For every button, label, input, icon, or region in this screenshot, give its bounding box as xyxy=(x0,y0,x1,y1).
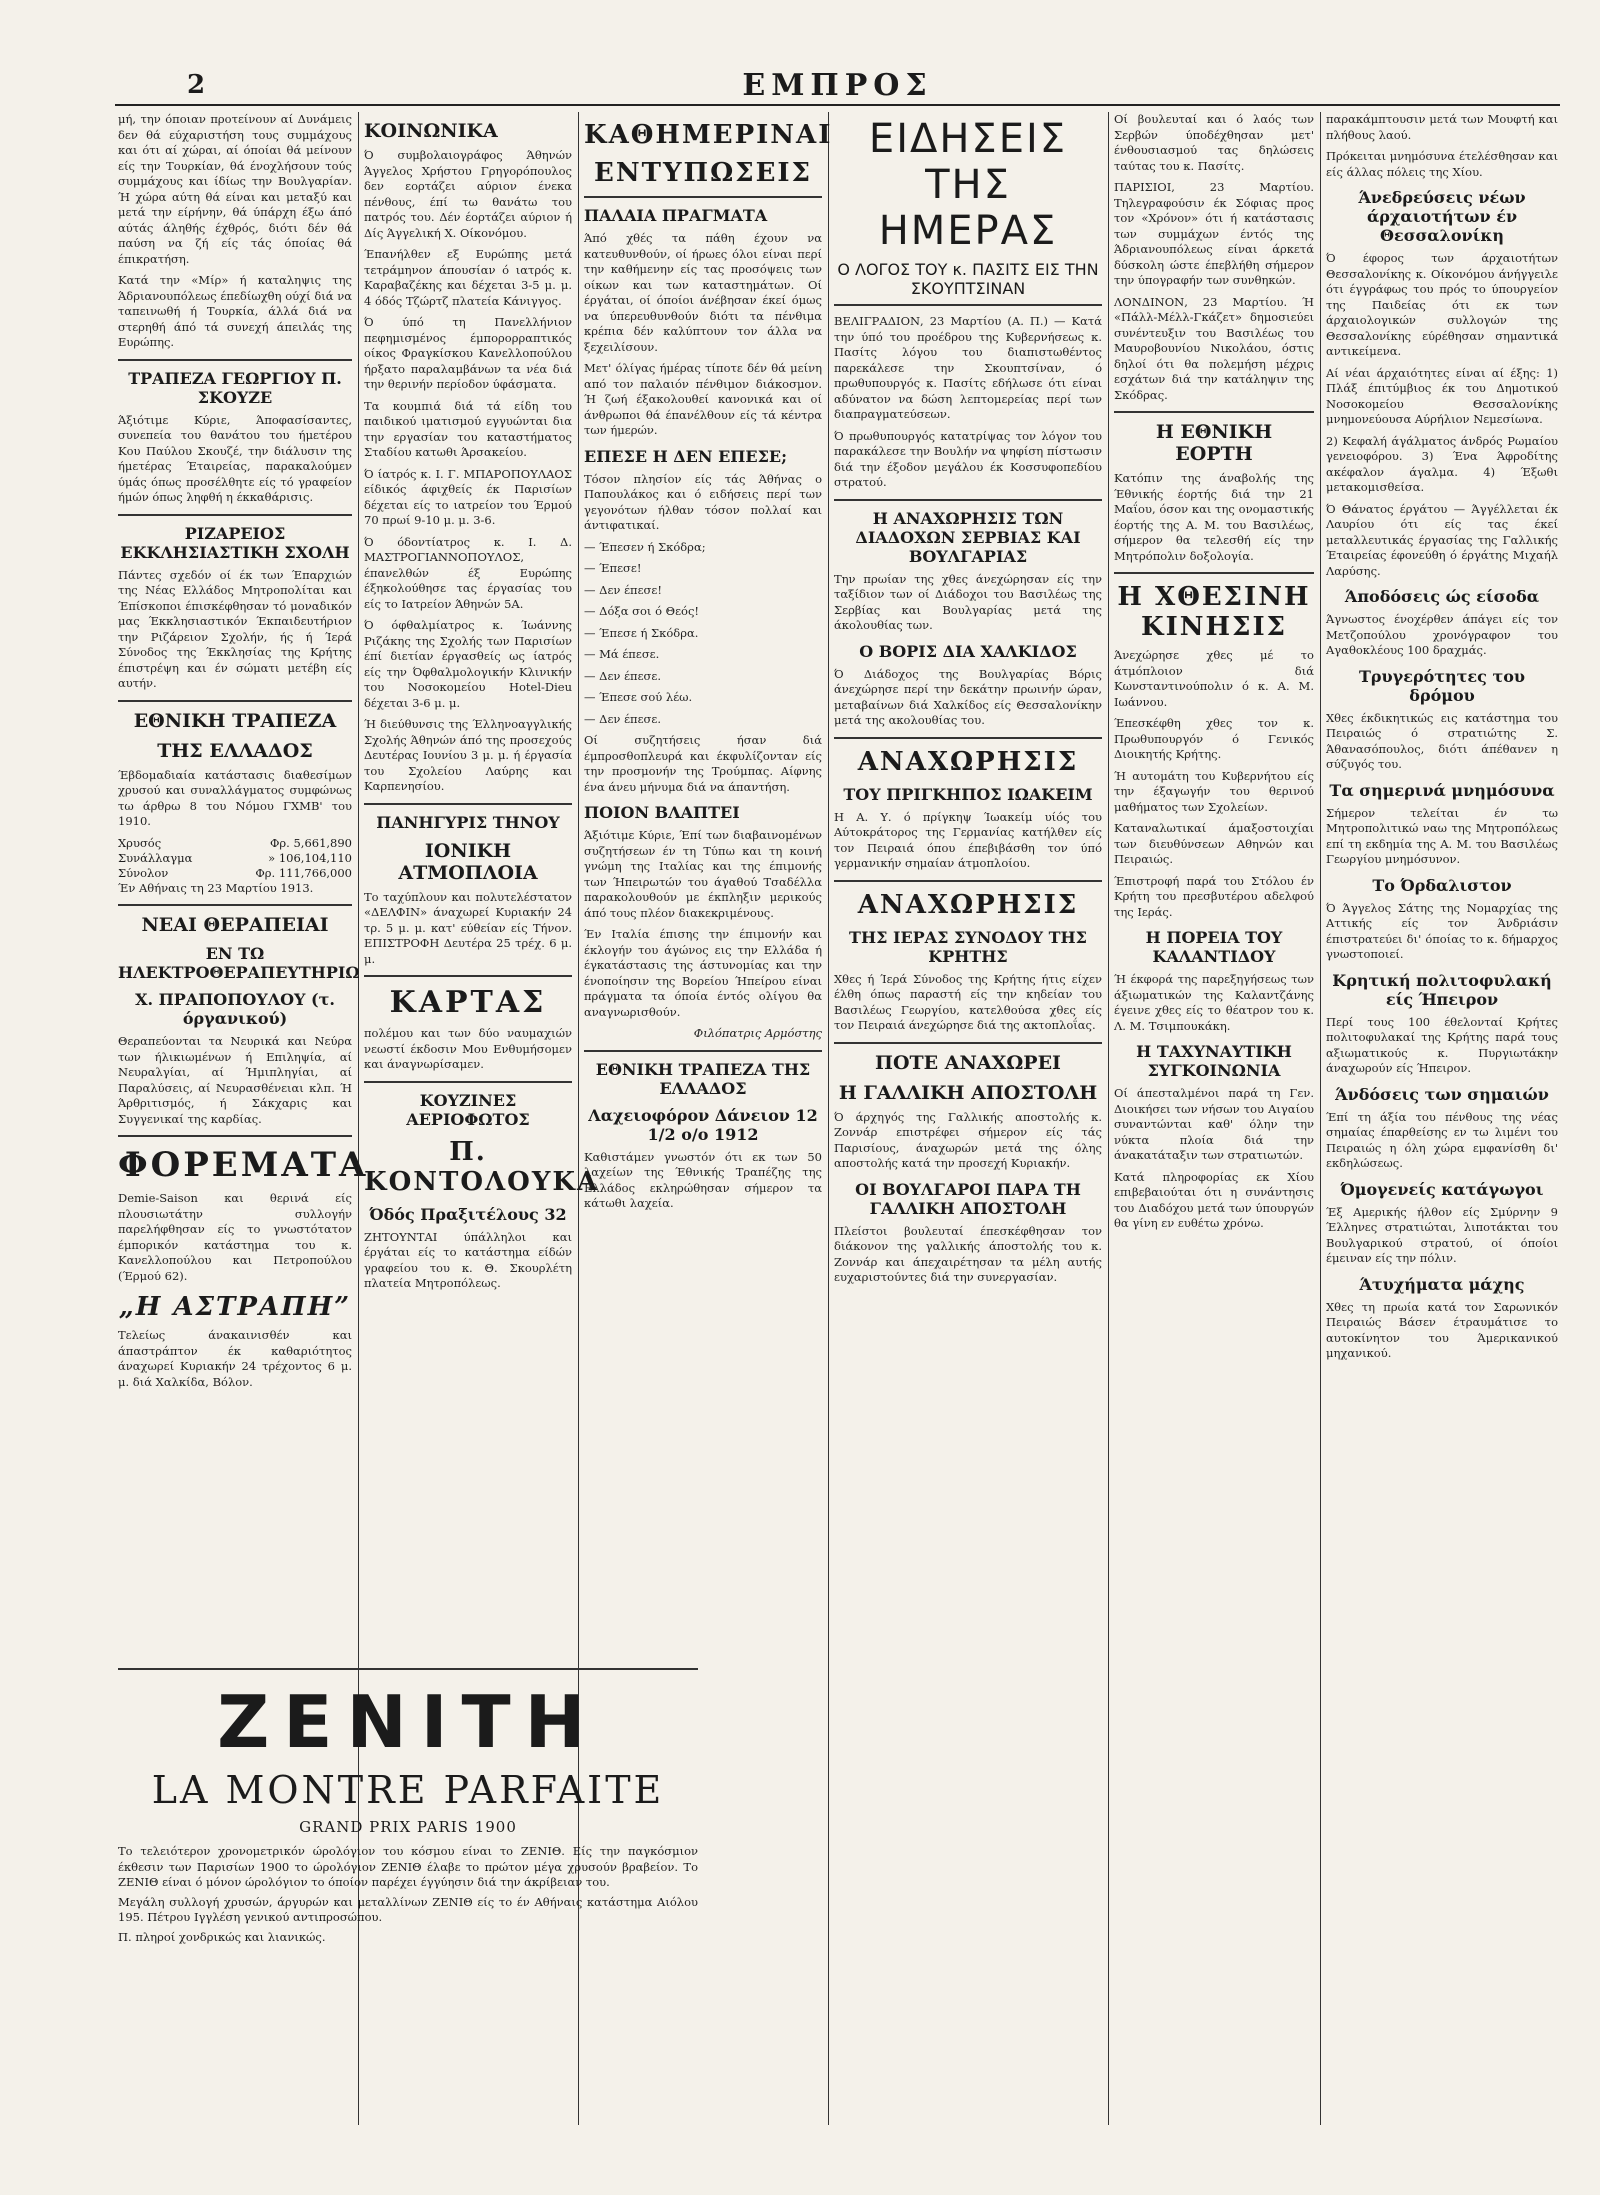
headline-ethniki: ΕΘΝΙΚΗ ΤΡΑΠΕΖΑ xyxy=(133,709,337,732)
news-item: Άνεχώρησε χθες μέ το άτμόπλοιον διά Κωνσταντινούπολιν ό κ. Α. Μ. Ιωάννου. xyxy=(1114,648,1314,709)
headline-tinou: ΠΑΝΗΓΥΡΙΣ ΤΗΝΟΥ xyxy=(376,812,560,832)
article-text: Άπό χθές τα πάθη έχουν να κατευθυνθούν, οί ήρωες όλοι είναι περί την καθήμενην είς τας προσόψεις των οίκων και των καταστημάτων. Οί έργάται, οί όποίοι άνέβησαν έκεί όμως να ύπερευθυνθούν διότι τα πένθιμα κρέπια δέν καλύπτουν τον άλλα να ξεχειλίσουν. xyxy=(584,231,822,354)
article-text: Ό όδοντίατρος κ. Ι. Δ. ΜΑΣΤΡΟΓΙΑΝΝΟΠΟΥΛΟΣ, έπανελθών έξ Ευρώπης έξηκολούθησε τας έργασίας του είς το Ιατρείον Άθηνών 5Α. xyxy=(364,534,572,611)
headline-ethniki-sub: ΤΗΣ ΕΛΛΑΔΟΣ xyxy=(157,739,313,762)
divider xyxy=(118,359,352,361)
signoff: Φιλόπατρις Αρμόστης xyxy=(693,1026,822,1040)
fin-row: Χρυσός Φρ. 5,661,890 xyxy=(118,835,352,850)
news-item: Έπιστροφή παρά του Στόλου έν Κρήτη του πρεσβυτέρου αδελφού της Ιεράς. xyxy=(1114,873,1314,919)
article-text: Ό όφθαλμίατρος κ. Ίωάννης Ριζάκης της Σχολής των Παρισίων έπί διετίαν έργασθείς ως ίατρός είς την Όφθαλμολογικήν Κλινικήν του Νοσοκομείου Hotel-Dieu δέχεται 3-6 μ. μ. xyxy=(364,618,572,710)
page-number: 2 xyxy=(187,70,206,100)
column-rule xyxy=(1320,112,1321,2125)
headline-astrapi: „Η ΑΣΤΡΑΠΗ” xyxy=(118,1292,352,1322)
article-text: Περί τους 100 έθελονταί Κρήτες πολιτοφυλακαί της Κρήτης παρά τους αξιωματικούς κ. Πυργιωτάκην άναχωρούν είς Ήπειρον. xyxy=(1326,1014,1558,1075)
article-text: Μετ' όλίγας ήμέρας τίποτε δέν θά μείνη από τον παλαιόν πένθιμον διάκοσμον. Ή ζωή έξακολουθεί κανονικά και οί άνθρωποι θά έπανέλθουν είς τά κέντρα των ήμερών. xyxy=(584,361,822,437)
article-text: Οί συζητήσεις ήσαν διά έμπροσθοπλευρά και έκφυλίζονταν είς την προσμονήν της Τρούμπας. Αίφνης ένα άνευ μήνυμα διά να άπαντήση. xyxy=(584,733,822,794)
subhead-apodos: Άποδόσεις ώς είσοδα xyxy=(1344,587,1540,606)
headline-rizareios: ΡΙΖΑΡΕΙΟΣ ΕΚΚΛΗΣΙΑΣΤΙΚΗ ΣΧΟΛΗ xyxy=(120,523,350,562)
subhead-mnimosyna: Τα σημερινά μνημόσυνα xyxy=(1329,780,1555,800)
subhead-poreia: Η ΠΟΡΕΙΑ ΤΟΥ ΚΑΛΑΝΤΙΔΟΥ xyxy=(1145,928,1283,966)
headline-anach-prigkipos-sub: ΤΟΥ ΠΡΙΓΚΗΠΟΣ ΙΩΑΚΕΙΜ xyxy=(843,784,1093,804)
zenith-text: Π. πληροί χονδρικώς και λιανικώς. xyxy=(118,1929,326,1944)
dialogue-line: — Δεν έπεσε! xyxy=(584,582,662,597)
dialogue-line: — Δόξα σοι ό Θεός! xyxy=(584,604,700,618)
dialogue-line: — Έπεσε σού λέω. xyxy=(584,690,693,704)
subhead-ordaliston: Το Όρδαλιστον xyxy=(1372,875,1512,895)
article-text: Οί βουλευταί και ό λαός των Σερβών ύποδέχθησαν μετ' ένθουσιασμού τας δηλώσεις ταύτας του κ. Πασίτς. xyxy=(1114,112,1314,173)
fin-date: Έν Αθήναις τη 23 Μαρτίου 1913. xyxy=(118,880,314,895)
divider xyxy=(364,1081,572,1083)
headline-eidiseis: ΕΙΔΗΣΕΙΣ ΤΗΣ ΗΜΕΡΑΣ xyxy=(868,116,1068,254)
article-text: Πρόκειται μνημόσυνα έτελέσθησαν και είς άλλας πόλεις της Χίου. xyxy=(1326,149,1558,179)
news-item: Καταναλωτικαί άμαξοστοιχίαι των διευθύνσεων Αθηνών και Πειραιώς. xyxy=(1114,821,1314,866)
dialogue-line: — Έπεσε! xyxy=(584,561,642,575)
divider xyxy=(118,1668,698,1670)
dialogue-line: — Δεν έπεσε. xyxy=(584,668,662,683)
subhead-atychimata: Άτυχήματα μάχης xyxy=(1359,1274,1525,1294)
article-text: Ό έφορος των άρχαιοτήτων Θεσσαλονίκης κ. Οίκονόμου άνήγγειλε ότι έγγράφως του πρός το ύπουργείον της Παιδείας ότι εκ των άρχαιολογικών συλλογών της Θεσσαλονίκης εύρέθησαν σημαντικά αντικείμενα. xyxy=(1326,251,1558,358)
article-text: Κατόπιν της άναβολής της Έθνικής έορτής διά την 21 Μαΐου, όσον και της ονομαστικής έορτής της Α. Μ. του Βασιλέως, σήμερον θα τελεσθή είς την Μητρόπολιν δοξολογία. xyxy=(1114,471,1314,563)
column-2 xyxy=(364,112,600,1635)
article-text: Ό ύπό τη Πανελλήνιον πεφημισμένος έμπορορραπτικός οίκος Φραγκίσκου Κανελλοπούλου ήρξατο παραλαμβάνων τα νέα διά την θερινήν περίοδον ύφάσματα. xyxy=(364,315,572,391)
news-item: Ή αυτομάτη του Κυβερνήτου είς την έξαγωγήν του θερινού μαθήματος των Σχολείων. xyxy=(1114,768,1314,814)
headline-lachei: Λαχειοφόρον Δάνειον 12 1/2 ο/ο 1912 xyxy=(588,1105,818,1144)
headline-logos: Ο ΛΟΓΟΣ ΤΟΥ κ. ΠΑΣΙΤΣ ΕΙΣ ΤΗΝ ΣΚΟΥΠΤΣΙΝΑΝ xyxy=(834,260,1102,306)
article-text: μή, την όποιαν προτείνουν αί Δυνάμεις δεν θά εύχαριστήση τους συμμάχους και ότι αί χώραι, αί όποίαι θά μείνουν είς την Τουρκίαν, θά ένοχλήσουν τούς συμμάχους και ίδίως την Βουλγαρίαν. Ή χώρα αύτη θά είναι και μεταξύ και μετά την είρήνην, θά ύπάρχη έξω άπό αύτάς άληθής έχθρός, διότι δέν θά παύση να ζή είς τάς όποίας θά έπικρατήση. xyxy=(118,112,352,266)
zenith-text: Μεγάλη συλλογή χρυσών, άργυρών και μεταλλίνων ΖΕΝΙΘ είς το έν Αθήναις κατάστημα Αιόλου 195. Πέτρου Ιγγλέση γενικού αντιπροσώπου. xyxy=(118,1894,698,1924)
article-text: Η Α. Υ. ό πρίγκηψ Ίωακείμ υίός του Αύτοκράτορος της Γερμανίας κατήλθεν είς τον Πειραιά όπου έπεβιβάσθη τον ύπό γερμανικήν σημαίαν άτμοπλοίου. xyxy=(834,809,1102,870)
article-text: Κατά την «Μίρ» ή καταληψις της Άδριανουπόλεως έπεδίωχθη ούχί διά να ταπεινωθή ή Τουρκία, άλλά διά να στερηθή άπό τά συνεχή άπειλάς της Ευρώπης. xyxy=(118,273,352,349)
article-text: πολέμου και των δύο ναυμαχιών νεωστί έκδοσιν Μου Ενθυμήσομεν και άναγνωρίσαμεν. xyxy=(364,1026,572,1071)
divider xyxy=(584,196,822,198)
dialogue-line: — Μά έπεσε. xyxy=(584,647,660,661)
article-text: Τόσον πλησίον είς τάς Άθήνας ο Παπουλάκος και ό ειδήσεις περί των γεγονότων ήλθαν τόσον πολλαί και άντιφατικαί. xyxy=(584,471,822,532)
column-rule xyxy=(1108,112,1109,2125)
article-text: Το ταχύπλουν και πολυτελέστατον «ΔΕΛΦΙΝ» άναχωρεί Κυριακήν 24 τρ. 5 μ. μ. κατ' εύθείαν είς Τήνον. ΕΠΙΣΤΡΟΦΗ Δευτέρα 25 τρέχ. 6 μ. μ. xyxy=(364,889,572,966)
article-text: Έξ Αμερικής ήλθον είς Σμύρνην 9 Έλληνες στρατιώται, λιποτάκται του Βουλγαρικού στρατού, οί όποίοι έμειναν είς την πόλιν. xyxy=(1326,1204,1558,1265)
zenith-advertisement xyxy=(118,1660,698,2120)
article-text: Τελείως άνακαινισθέν και άπαστράπτον έκ καθαριότητος άναχωρεί Κυριακήν 24 τρέχοντος 6 μ. μ. διά Χαλκίδα, Βόλον. xyxy=(118,1328,352,1389)
article-text: Τα κουμπιά διά τά είδη του παιδικού ιματισμού εγγυώνται δια την εργασίαν του καταστήματος Σταδίου κατωθι Άρσακείου. xyxy=(364,398,572,459)
article-text: Έβδομαδιαία κατάστασις διαθεσίμων χρυσού και συναλλάγματος συμφώνως τω άρθρω 8 του Νόμου ΓΧΜΒ' του 1910. xyxy=(118,767,352,828)
column-1 xyxy=(118,112,369,1635)
subhead-sygkoinonia: Η ΤΑΧΥΝΑΥΤΙΚΗ ΣΥΓΚΟΙΝΩΝΙΑ xyxy=(1136,1042,1292,1080)
divider xyxy=(118,904,352,906)
headline-anachoriseis: Η ΑΝΑΧΩΡΗΣΙΣ ΤΩΝ ΔΙΑΔΟΧΩΝ ΣΕΡΒΙΑΣ ΚΑΙ ΒΟΥΛΓΑΡΙΑΣ xyxy=(855,508,1081,566)
headline-ethniki-eorti: Η ΕΘΝΙΚΗ ΕΟΡΤΗ xyxy=(1155,421,1273,465)
article-text: Άγνωστος ένοχέρθεν άπάγει είς τον Μετζοπούλου χρονόγραφον του Αγαθοκλέους 100 δραχμάς. xyxy=(1326,612,1558,657)
article-text: Άξιότιμε Κύριε, Έπί των διαβαινομένων συζητήσεων έν τη Τύπω και τη κοινή γνώμη της Ιταλίας και της έπιμονής των Ήπειρωτών του άγαθού Τσαδέλλα παρακολουθούν με έκπληξιν μερικούς άπό τους πλέον διακεκριμένους. xyxy=(584,828,822,920)
headline-kathimerinai: ΚΑΘΗΜΕΡΙΝΑΙ xyxy=(584,120,833,150)
article-text: Ό συμβολαιογράφος Άθηνών Άγγελος Χρήστου Γρηγορόπουλος δεν εορτάζει αύριον ένεκα πένθους, έπί τω θανάτω του πατρός του. Δέν έορτάζει αύριον ή Δίς Άγγελική Χ. Οίκονόμου. xyxy=(364,148,572,240)
divider xyxy=(1114,572,1314,574)
divider xyxy=(834,1042,1102,1044)
article-text: Ό άρχηγός της Γαλλικής αποστολής κ. Ζοννάρ επιστρέφει σήμερον είς τάς Παρισίους, άναχωρών μετά της όλης αποστολής κατά την προσεχή Κυριακήν. xyxy=(834,1109,1102,1170)
subhead-kritiki: Κρητική πολιτοφυλακή είς Ήπειρον xyxy=(1332,970,1552,1009)
headline-foremata: ΦΟΡΕΜΑΤΑ xyxy=(118,1145,369,1185)
headline-entyposeis: ΕΝΤΥΠΩΣΕΙΣ xyxy=(594,158,812,188)
divider xyxy=(364,803,572,805)
article-text: παρακάμπτουσιν μετά των Μουφτή και πλήθους λαού. xyxy=(1326,112,1558,142)
article-text: Την πρωίαν της χθες άνεχώρησαν είς την ταξίδιον των οί Διάδοχοι του Βασιλέως της Σερβίας και Βουλγαρίας μετά της άκολουθίας των. xyxy=(834,571,1102,632)
divider xyxy=(834,737,1102,739)
subhead-epese: ΕΠΕΣΕ Η ΔΕΝ ΕΠΕΣΕ; xyxy=(584,446,787,466)
column-4 xyxy=(834,112,1102,2125)
news-item: Ό Θάνατος έργάτου — Άγγέλλεται έκ Λαυρίου ότι είς τας έκεί μεταλλευτικάς έργασίας της Γαλλικής Έταιρείας έφονεύθη ό έργάτης Μιχαήλ Λαρύσης. xyxy=(1326,501,1558,578)
article-text: Χθες έκδικητικώς εις κατάστημα του Πειραιώς ό στρατιώτης Σ. Άθανασόπουλος, διότι άπέθανεν η σύζυγός του. xyxy=(1326,710,1558,771)
dialogue-line: — Έπεσεν ή Σκόδρα; xyxy=(584,539,706,554)
article-text: ΒΕΛΙΓΡΑΔΙΟΝ, 23 Μαρτίου (Α. Π.) — Κατά την ύπό του προέδρου της Κυβερνήσεως κ. Πασίτς λόγου του διαπιστωθέντος παρεκάλεσε την Σκουπτσίναν, ό πρωθυπουργός κ. Πασίτς εδήλωσε ότι είναι αδύνατον να δώση λεπτομερείας περί των διαπραγματεύσεων. xyxy=(834,314,1102,421)
article-text: Ή διεύθυνσις της Έλληνοαγγλικής Σχολής Άθηνών άπό της προσεχούς Δευτέρας Ιουνίου 3 μ. μ. ή έργασία του Σχολείου Λαύρης και Καρπενησίου. xyxy=(364,717,572,793)
divider xyxy=(118,700,352,702)
article-text: Demie-Saison και θερινά είς πλουσιωτάτην συλλογήν παρελήφθησαν είς το γνωστότατον έμπορικόν κατάστημα του κ. Κανελλοπούλου και Πετροπούλου (Έρμού 62). xyxy=(118,1191,352,1283)
headline-koinonika: ΚΟΙΝΩΝΙΚΑ xyxy=(364,120,498,142)
divider xyxy=(364,975,572,977)
article-text: Ό ίατρός κ. Ι. Γ. ΜΠΑΡΟΠΟΥΛΑΟΣ είδικός άφιχθείς έκ Παρισίων δέχεται είς το ιατρείον του Έρμού 70 πρωί 9-10 μ. μ. 3-6. xyxy=(364,466,572,527)
article-text: Οί άπεσταλμένοι παρά τη Γεν. Διοικήσει των νήσων του Αιγαίου συναντώνται καθ' όλην την νύκτα πλοία διά την άνακατάταξιν των στρατιωτών. xyxy=(1114,1086,1314,1162)
headline-anach-synodou: ΑΝΑΧΩΡΗΣΙΣ xyxy=(857,889,1079,920)
divider xyxy=(834,880,1102,882)
headline-pote: ΠΟΤΕ ΑΝΑΧΩΡΕΙ xyxy=(875,1051,1061,1074)
fin-row: Σύνολον Φρ. 111,766,000 xyxy=(118,865,352,880)
headline-kontoloukas: Π. ΚΟΝΤΟΛΟΥΚΑ xyxy=(364,1136,600,1197)
headline-kartas: ΚΑΡΤΑΣ xyxy=(389,985,547,1020)
fin-row: Συνάλλαγμα » 106,104,110 xyxy=(118,850,352,865)
news-item: Έπεσκέφθη χθες τον κ. Πρωθυπουργόν ό Γενικός Διοικητής Κρήτης. xyxy=(1114,716,1314,761)
article-text: Ό Διάδοχος της Βουλγαρίας Βόρις άνεχώρησε περί την δεκάτην πρωινήν ώραν, μεταβαίνων διά Χαλκίδος είς Θεσσαλονίκην μετά της ακολουθίας του. xyxy=(834,666,1102,727)
column-rule xyxy=(828,112,829,2125)
subhead-anodoseis: Άνδόσεις των σημαιών xyxy=(1335,1084,1549,1104)
article-text: ΛΟΝΔΙΝΟΝ, 23 Μαρτίου. Ή «Πάλλ-Μέλλ-Γκάζετ» δημοσιεύει συνέντευξιν του Βασιλέως του Μαυροβουνίου Νικολάου, όστις δηλοί ότι θα πολεμήση μέχρις εσχάτων διά την κατάληψιν της Σκόδρας. xyxy=(1114,294,1314,402)
headline-kouzines: ΚΟΥΖΙΝΕΣ ΑΕΡΙΟΦΩΤΟΣ xyxy=(406,1090,530,1129)
divider xyxy=(584,1050,822,1052)
article-text: Θεραπεύονται τα Νευρικά και Νεύρα των ήλικιωμένων ή Επιληψία, αί Νευραλγίαι, αί Ήμιπληγίαι, αί Παραλύσεις, αί Νευρασθένειαι κλπ. Ή Άρθριτισμός, ή Σάκχαρις και Συγγενικαί της καρδίας. xyxy=(118,1034,352,1126)
article-text: Ή έκφορά της παρεξηγήσεως των άξιωματικών της Καλαντζάνης έγεινε χθες είς το θέατρον του κ. Λ. Μ. Τσιμπουκάκη. xyxy=(1114,972,1314,1033)
headline-voulg: ΟΙ ΒΟΥΛΓΑΡΟΙ ΠΑΡΑ ΤΗ ΓΑΛΛΙΚΗ ΑΠΟΣΤΟΛΗ xyxy=(855,1179,1081,1218)
article-text: Έπανήλθεν εξ Ευρώπης μετά τετράμηνον άπουσίαν ό ιατρός κ. Καραβαζέκης και δέχεται 3-5 μ. μ. 4 όδός Τζώρτζ πλατεία Κάνιγγος. xyxy=(364,247,572,308)
subhead-omogeneis: Όμογενείς κατάγωγοι xyxy=(1340,1179,1544,1199)
article-text: Έπί τη άξία του πένθους της νέας σημαίας έπαρθείσης εν τω λιμένι του Πειραιώς η όλη χώρα εμφανίσθη δι' εκδηλώσεως. xyxy=(1326,1109,1558,1170)
article-text: Σήμερον τελείται έν τω Μητροπολιτικώ ναω της Μητροπόλεως επί τη εκδημία της Α. Μ. του Βασιλέως Γεωργίου μνημόσυνον. xyxy=(1326,805,1558,866)
article-text: Κατά πληροφορίας εκ Χίου επιβεβαιούται ότι η συνάντησις του Διαδόχου μετά των ύπουργών θα γίνη εν ευθέτω χρόνω. xyxy=(1114,1169,1314,1230)
news-item: 2) Κεφαλή άγάλματος άνδρός Ρωμαίου γενειοφόρου. 3) Ένα Άφροδίτης ακέφαλον άγαλμα. 4) Έξωθι μετακομισθείσα. xyxy=(1326,433,1558,494)
article-text: Πλείστοι βουλευταί έπεσκέφθησαν τον διάκονον της γαλλικής άποστολής του κ. Ζοννάρ και άπεχαιρέτησαν τα μέλη αυτής ευχαριστούντες διά την συνεργασίαν. xyxy=(834,1223,1102,1284)
headline-anach-prigkipos: ΑΝΑΧΩΡΗΣΙΣ xyxy=(857,746,1079,777)
subhead-poion: ΠΟΙΟΝ ΒΛΑΠΤΕΙ xyxy=(584,803,740,822)
article-text: Χθες ή Ίερά Σύνοδος της Κρήτης ήτις είχεν έλθη όπως παραστή είς την κηδείαν του Βασιλέως Γεωργίου, κατελθούσα χθες είς τον Πειραιά άνεχώρησε διά της ακτοπλοΐας. xyxy=(834,971,1102,1032)
kouzines-address: Όδός Πραξιτέλους 32 xyxy=(369,1204,567,1224)
article-text: Ό Άγγελος Σάτης της Νομαρχίας της Αττικής είς τον Άνδριάσιν έπιστρατεύει δι' όποίας το κ. δήμαρχος γνωστοποιεί. xyxy=(1326,900,1558,961)
divider xyxy=(834,499,1102,501)
zenith-tagline: LA MONTRE PARFAITE xyxy=(151,1768,665,1812)
column-5 xyxy=(1114,112,1314,2125)
column-6 xyxy=(1326,112,1558,2125)
paper-title: ΕΜΠΡΟΣ xyxy=(742,68,933,103)
headline-kinisis: Η ΧΘΕΣΙΝΗ ΚΙΝΗΣΙΣ xyxy=(1117,582,1311,642)
dialogue-line: — Έπεσε ή Σκόδρα. xyxy=(584,625,699,640)
article-text: Καθιστάμεν γνωστόν ότι εκ των 50 λαχείων της Έθνικής Τραπέζης της Ελλάδος εκληρώθησαν σήμερον τα κάτωθι λαχεία. xyxy=(584,1149,822,1210)
zenith-text: Το τελειότερον χρονομετρικόν ώρολόγιον του κόσμου είναι το ΖΕΝΙΘ. Είς την παγκόσμιον έκθεσιν των Παρισίων 1900 το ώρολόγιον ΖΕΝΙΘ έλαβε το πρώτον μέγα χρυσούν βραβείον. Το ΖΕΝΙΘ είναι ό μόνον ώρολόγιον το όποίον παρέχει έγγύησιν διά την άκρίβειαν του. xyxy=(118,1844,698,1889)
news-item: Αί νέαι άρχαιότητες είναι αί έξης: 1) Πλάξ έπιτύμβιος έκ του Δημοτικού Νοσοκομείου Θεσσαλονίκης μνημονεύουσα Αύρήλιον Νεμεσίωνα. xyxy=(1326,365,1558,426)
article-text: Έν Ιταλία έπισης την έπιμονήν και έκλογήν του άγώνος εις την Ελλάδα ή έγκατάστασις της άστυνομίας και την ένοποίησιν της Βορείου Ήπείρου είναι πράγματα τα όποία έντός ολίγου θα αναγνωρισθούν. xyxy=(584,927,822,1019)
divider xyxy=(118,514,352,516)
headline-trapeza: ΤΡΑΠΕΖΑ ΓΕΩΡΓΙΟΥ Π. ΣΚΟΥΖΕ xyxy=(128,368,342,407)
article-text: Χθες τη πρωία κατά τον Σαρωνικόν Πειραιώς Βάσεν έτραυμάτισε το αυτοκίνητον του Άμερικανικού μηχανικού. xyxy=(1326,1299,1558,1360)
dialogue-line: — Δεν έπεσε. xyxy=(584,711,662,726)
headline-pote-sub: Η ΓΑΛΛΙΚΗ ΑΠΟΣΤΟΛΗ xyxy=(838,1081,1098,1104)
masthead xyxy=(115,70,1560,106)
subhead-trigerotites: Τρυγερότητες του δρόμου xyxy=(1359,666,1525,705)
headline-therapeiai: ΝΕΑΙ ΘΕΡΑΠΕΙΑΙ xyxy=(141,914,329,936)
article-text: ΠΑΡΙΣΙΟΙ, 23 Μαρτίου. Τηλεγραφούσιν έκ Σόφιας προς τον «Χρόνον» ότι ή κατάστασις των συμμάχων έντός της Άδριανουπόλεως είναι άρκετά δύσκολη ώστε έπεβλήθη σήμερον την ύπογραφήν των συνθηκών. xyxy=(1114,180,1314,287)
subhead-palaia: ΠΑΛΑΙΑ ΠΡΑΓΜΑΤΑ xyxy=(584,206,768,225)
article-text: Ό πρωθυπουργός κατατρίψας τον λόγον του παρακάλεσε την Βουλήν να ψηφίση πίστωσιν διά την έξοδον μεγάλου έκ Κοσσυφοπεδίου στρατού. xyxy=(834,428,1102,489)
zenith-prix: GRAND PRIX PARIS 1900 xyxy=(299,1818,517,1836)
article-text: Άξιότιμε Κύριε, Άποφασίσαντες, συνεπεία του θανάτου του ήμετέρου Κου Παύλου Σκουζέ, την διάλυσιν της ήμετέρας Έταιρείας, παρακαλούμεν ύμάς όπως προσέλθητε είς τό γραφείον ήμών όπως ληφθή η έκκαθάρισις. xyxy=(118,412,352,504)
headline-ethn-bank: ΕΘΝΙΚΗ ΤΡΑΠΕΖΑ ΤΗΣ ΕΛΛΑΔΟΣ xyxy=(595,1059,811,1098)
article-text: ΖΗΤΟΥΝΤΑΙ ύπάλληλοι και έργάται είς το κατάστημα είδών γραφείου του κ. Θ. Σκουρλέτη πλατεία Μητροπόλεως. xyxy=(364,1229,572,1290)
headline-atmoploia: ΙΟΝΙΚΗ ΑΤΜΟΠΛΟΙΑ xyxy=(398,839,538,884)
article-text: Πάντες σχεδόν οί έκ των Έπαρχιών της Νέας Ελλάδος Μητροπολίται και Έπίσκοποι έπισκέφθησαν τό μοναδικόν μας Έκκλησιαστικόν Έκπαιδευτήριον την Ριζάρειον Σχολήν, ής ή Ίερά Σύνοδος της Έκκλησίας της Κρήτης έπιστρέψη και έν σώματι μετέβη είς αυτήν. xyxy=(118,567,352,690)
subhead-anedr: Άνεδρεύσεις νέων άρχαιοτήτων έν Θεσσαλονίκη xyxy=(1358,188,1526,245)
divider xyxy=(1114,411,1314,413)
zenith-logo: ZENITH xyxy=(217,1680,599,1764)
headline-anach-synodou-sub: ΤΗΣ ΙΕΡΑΣ ΣΥΝΟΔΟΥ ΤΗΣ ΚΡΗΤΗΣ xyxy=(849,927,1087,966)
headline-voreis: Ο ΒΟΡΙΣ ΔΙΑ ΧΑΛΚΙΔΟΣ xyxy=(859,641,1077,661)
divider xyxy=(118,1135,352,1137)
headline-therapeiai-sub2: Χ. ΠΡΑΠΟΠΟΥΛΟΥ (τ. όργανικού) xyxy=(135,990,335,1028)
headline-therapeiai-sub: ΕΝ ΤΩ ΗΛΕΚΤΡΟΘΕΡΑΠΕΥΤΗΡΙΩ xyxy=(118,944,360,982)
